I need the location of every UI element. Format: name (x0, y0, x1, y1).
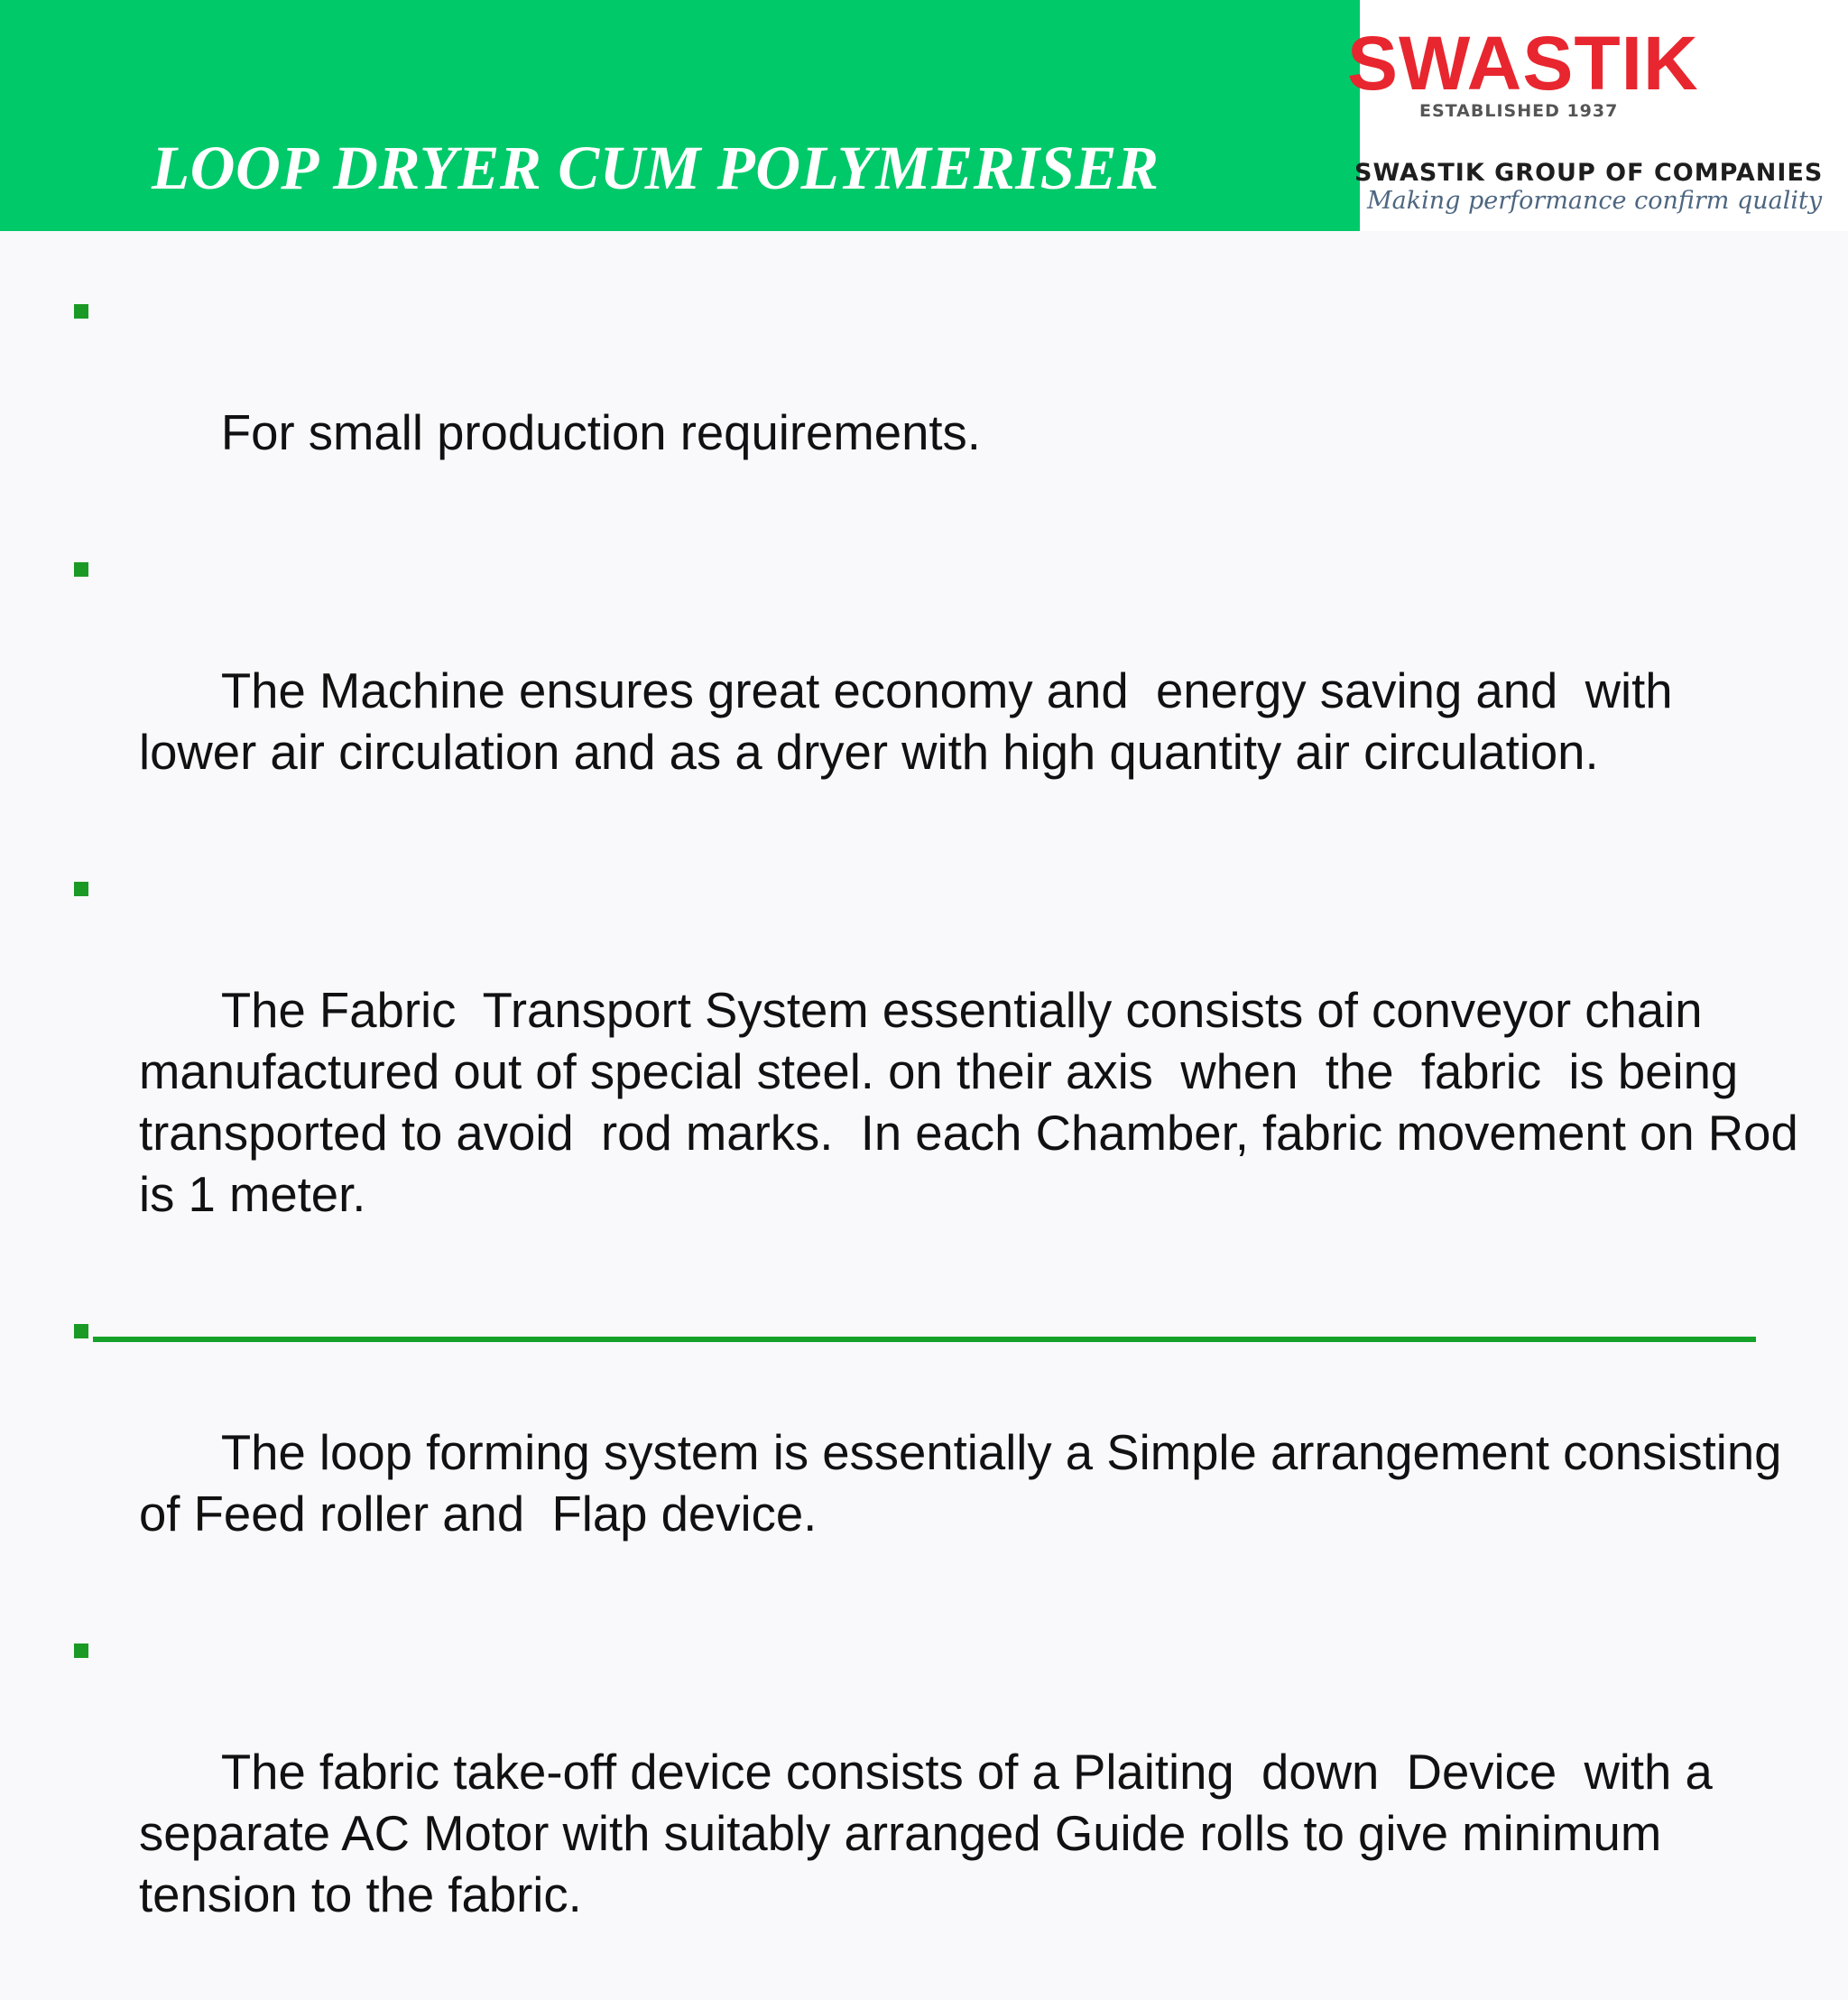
bullet-text: The loop forming system is essentially a Simple arrangement consisting of Feed roller and Flap device. (139, 1425, 1796, 1542)
logo-tagline: Making performance confirm quality (1367, 187, 1823, 215)
square-bullet-icon (74, 1324, 88, 1338)
bullet-item (0, 857, 1826, 1287)
square-bullet-icon (74, 1644, 88, 1658)
bullet-item (0, 1619, 1799, 1987)
bullet-item (0, 280, 1799, 525)
logo-established: ESTABLISHED 1937 (1419, 101, 1619, 121)
square-bullet-icon (74, 882, 88, 896)
logo-group-name: SWASTIK GROUP OF COMPANIES (1354, 159, 1824, 187)
bullet-text: The fabric take-off device consists of a Plaiting down Device with a separate AC Motor with suitably arranged Guide rolls to give minimum tension to the fabric. (139, 1745, 1726, 1922)
bullet-text: The Fabric Transport System essentially consists of conveyor chain manufactured out of special steel. on their axis when the fabric is being transported to avoid rod marks. In each Chamber, fabric movement on Rod is 1 meter. (139, 983, 1826, 1222)
logo-brand-name: SWASTIK (1347, 21, 1699, 106)
bullet-text: For small production requirements. (220, 405, 981, 460)
bullet-item (0, 1300, 1799, 1606)
footer-divider (93, 1337, 1756, 1342)
bullet-text: The Machine ensures great economy and energy saving and with lower air circulation and as a dryer with high quantity air circulation. (139, 663, 1686, 780)
title-band (0, 0, 1360, 231)
bullet-item (0, 538, 1799, 845)
bullet-list (0, 280, 1848, 2000)
square-bullet-icon (74, 562, 88, 577)
square-bullet-icon (74, 304, 88, 319)
slide-title: LOOP DRYER CUM POLYMERISER (152, 134, 1160, 202)
company-logo (1347, 0, 1848, 231)
